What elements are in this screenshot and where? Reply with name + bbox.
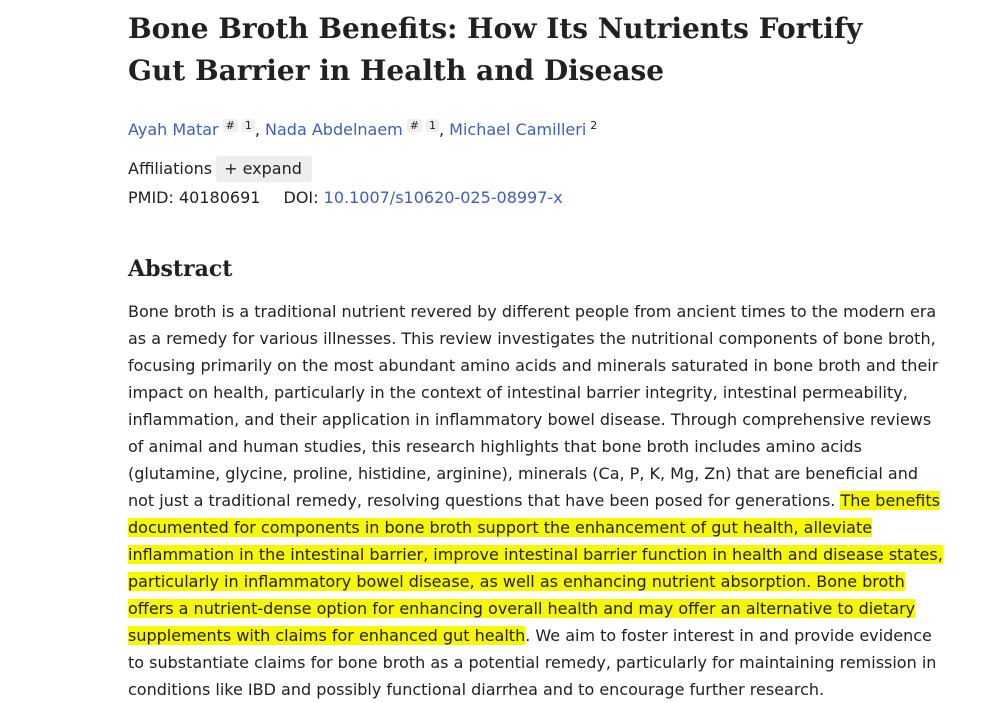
- pmid-label: PMID:: [128, 188, 174, 207]
- equal-contribution-note[interactable]: #: [407, 119, 422, 132]
- abstract-heading: Abstract: [128, 256, 233, 282]
- abstract-text-end: . We aim to foster interest in and provide evidence to substantiate claims for bone broth as a potential remedy, particularly for maintaining remission in conditions like IBD and possibly functional diarrhea and to encourage further research.: [128, 626, 937, 699]
- author-link[interactable]: Nada Abdelnaem: [265, 120, 403, 139]
- affiliations-row: [128, 156, 944, 182]
- author-separator: ,: [254, 120, 266, 139]
- author-link[interactable]: Ayah Matar: [128, 120, 219, 139]
- abstract-text-start: Bone broth is a traditional nutrient revered by different people from ancient times to the modern era as a remedy for various illnesses. This review investigates the nutritional components of bone broth, focusing primarily on the most abundant amino acids and minerals saturated in bone broth and their impact on health, particularly in the context of intestinal barrier integrity, intestinal permeability, inflammation, and their application in inflammatory bowel disease. Through comprehensive reviews of animal and human studies, this research highlights that bone broth includes amino acids (glutamine, glycine, proline, histidine, arginine), minerals (Ca, P, K, Mg, Zn) that are beneficial and not just a traditional remedy, resolving questions that have been posed for generations.: [128, 302, 939, 510]
- article-title: Bone Broth Benefits: How Its Nutrients Fortify Gut Barrier in Health and Disease: [128, 12, 863, 87]
- doi-link[interactable]: 10.1007/s10620-025-08997-x: [323, 188, 563, 207]
- abstract-highlighted-text: The benefits documented for components in bone broth support the enhancement of gut health, alleviate inflammation in the intestinal barrier, improve intestinal barrier function in health and disease states, particularly in inflammatory bowel disease, as well as enhancing nutrient absorption. Bone broth offers a nutrient-dense option for enhancing overall health and may offer an alternative to dietary supplements with claims for enhanced gut health: [128, 491, 943, 645]
- abstract-body: [128, 298, 943, 703]
- author-list: [128, 114, 944, 142]
- pmid-value: 40180691: [178, 188, 261, 207]
- expand-affiliations-button[interactable]: + expand: [216, 156, 312, 182]
- doi-label: DOI:: [283, 188, 319, 207]
- affiliation-ref[interactable]: 1: [426, 119, 439, 132]
- author-separator: ,: [438, 120, 450, 139]
- equal-contribution-note[interactable]: #: [223, 119, 238, 132]
- affiliations-label: Affiliations: [128, 159, 213, 178]
- author-link[interactable]: Michael Camilleri: [449, 120, 587, 139]
- identifiers-row: [128, 186, 944, 210]
- affiliation-ref[interactable]: 1: [242, 119, 255, 132]
- affiliation-ref[interactable]: 2: [590, 119, 598, 132]
